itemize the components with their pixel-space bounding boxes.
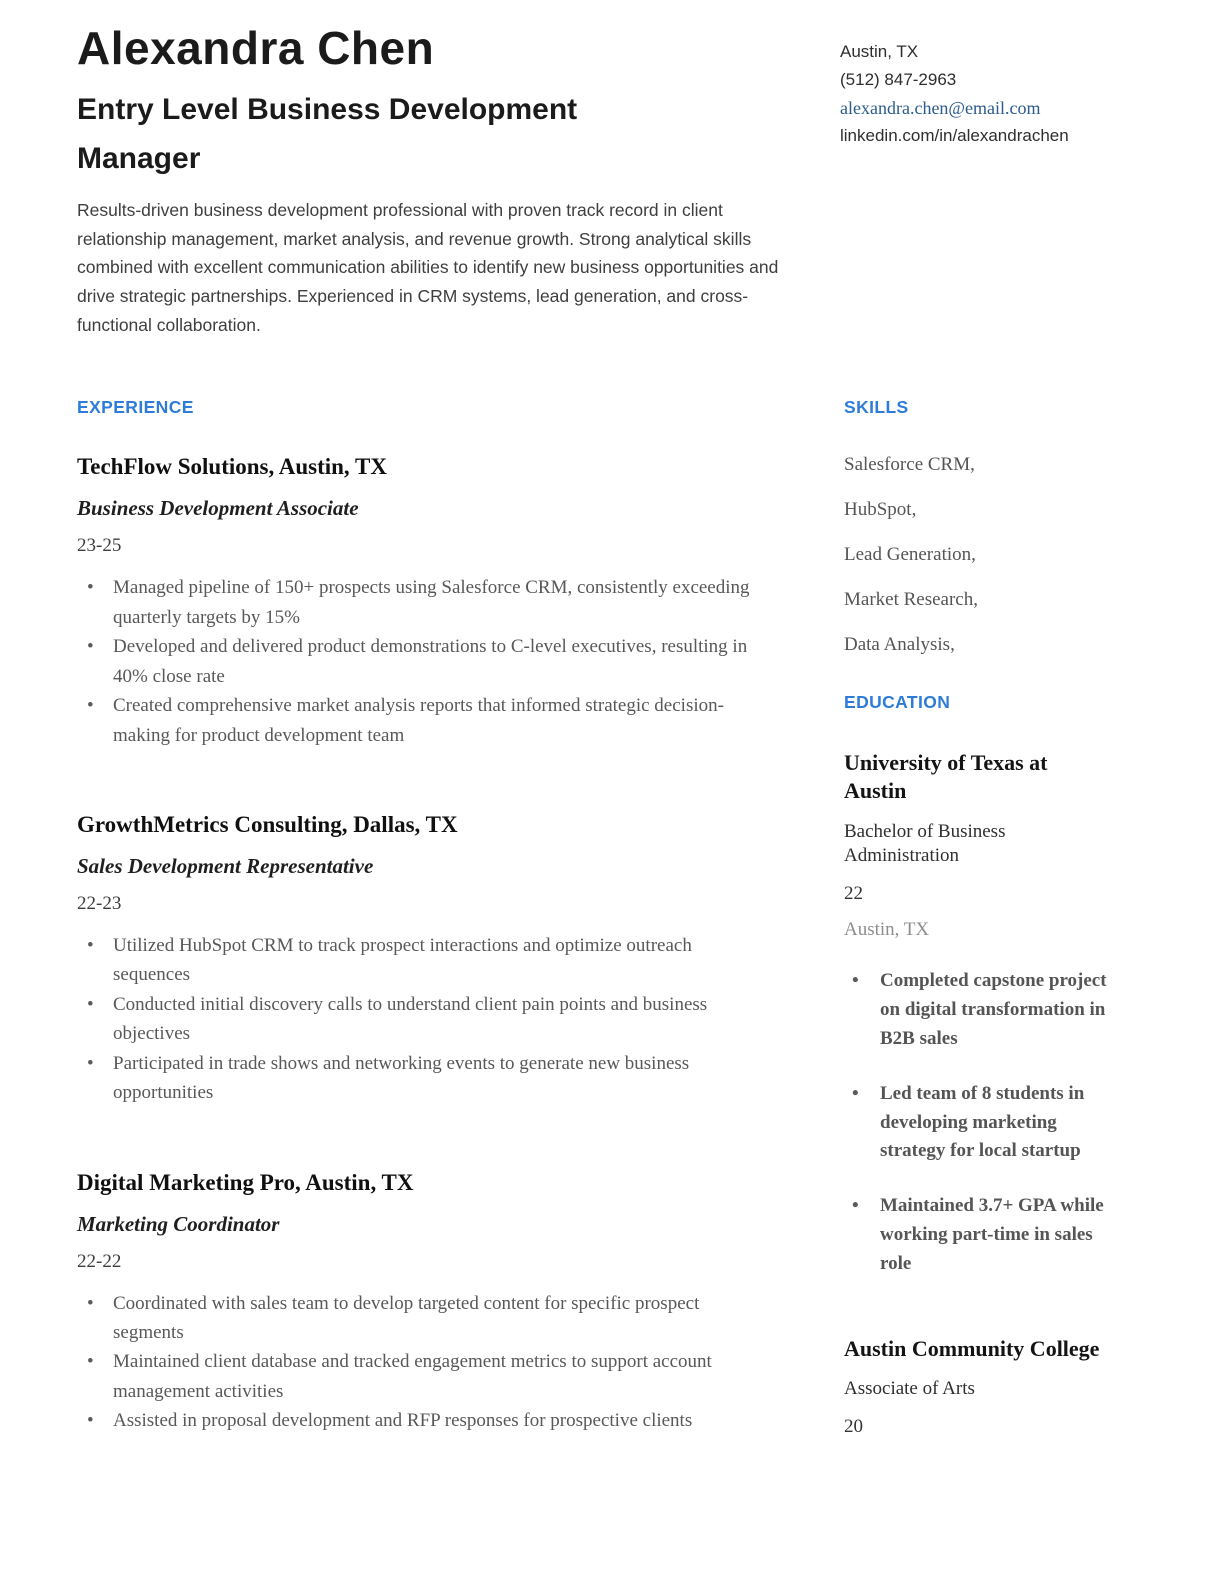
contact-linkedin: linkedin.com/in/alexandrachen <box>840 126 1069 145</box>
job-bullet-text: Managed pipeline of 150+ prospects using Salesforce CRM, consistently exceeding quarterly targets by 15% <box>113 577 750 628</box>
job-title: Sales Development Representative <box>77 853 374 878</box>
summary-text: Results-driven business development professional with proven track record in client relationship management, market analysis, and revenue growth. Strong analytical skills combined with excellent communication abilities to identify new business opportunities and drive strategic partnerships. Experienced in CRM systems, lead generation, and cross-functional collaboration. <box>77 199 779 335</box>
contact-phone: (512) 847-2963 <box>840 70 957 89</box>
skills-heading: SKILLS <box>844 397 909 418</box>
job-bullet-text: Assisted in proposal development and RFP responses for prospective clients <box>113 1410 693 1432</box>
bullet-dot-icon: • <box>852 970 859 992</box>
education-bullet <box>852 1192 1148 1279</box>
contact-block <box>840 22 1148 150</box>
job-dates: 22-23 <box>77 892 122 914</box>
school-degree: Bachelor of Business Administration <box>844 820 1006 867</box>
job-bullet <box>87 1289 800 1348</box>
job-bullet <box>87 931 800 990</box>
person-job-title: Entry Level Business Development Manager <box>77 92 578 176</box>
header-left <box>77 22 800 339</box>
job-title: Business Development Associate <box>77 496 359 521</box>
bullet-dot-icon: • <box>87 1292 94 1314</box>
bullet-dot-icon: • <box>87 695 94 717</box>
school-year: 20 <box>844 1415 863 1437</box>
education-heading: EDUCATION <box>844 692 951 713</box>
job-entry-digitalmarketingpro <box>77 1170 800 1436</box>
education-section <box>844 692 1148 1437</box>
skills-section <box>844 397 1148 656</box>
bullet-dot-icon: • <box>87 993 94 1015</box>
bullet-dot-icon: • <box>87 577 94 599</box>
resume-header <box>77 22 1148 339</box>
job-bullet <box>87 691 800 750</box>
job-company: GrowthMetrics Consulting, Dallas, TX <box>77 811 458 837</box>
job-bullet-list <box>77 1289 800 1436</box>
education-bullet <box>852 1080 1148 1167</box>
job-dates: 23-25 <box>77 535 122 557</box>
job-entry-techflow <box>77 454 800 750</box>
job-bullet-text: Created comprehensive market analysis reports that informed strategic decision-making for product development team <box>113 695 724 746</box>
education-bullet <box>852 967 1148 1054</box>
experience-section <box>77 397 800 1451</box>
school-year: 22 <box>844 883 863 905</box>
skill-item: Market Research, <box>844 589 978 611</box>
experience-heading: EXPERIENCE <box>77 397 194 418</box>
bullet-dot-icon: • <box>852 1082 859 1104</box>
education-bullet-text: Completed capstone project on digital transformation in B2B sales <box>880 970 1107 1049</box>
job-dates: 22-22 <box>77 1250 122 1272</box>
bullet-dot-icon: • <box>87 1052 94 1074</box>
school-entry-ut-austin <box>844 749 1148 1279</box>
education-bullet-list <box>844 967 1148 1279</box>
contact-email-link[interactable]: alexandra.chen@email.com <box>840 98 1041 118</box>
bullet-dot-icon: • <box>852 1195 859 1217</box>
job-bullet <box>87 573 800 632</box>
skill-item: Data Analysis, <box>844 634 955 656</box>
sidebar-column <box>844 397 1148 1451</box>
school-entry-austin-cc <box>844 1335 1148 1438</box>
school-degree: Associate of Arts <box>844 1378 975 1400</box>
education-bullet-text: Led team of 8 students in developing marketing strategy for local startup <box>880 1082 1085 1162</box>
job-bullet <box>87 990 800 1049</box>
skill-item: HubSpot, <box>844 499 917 521</box>
bullet-dot-icon: • <box>87 1410 94 1432</box>
school-name: University of Texas at Austin <box>844 750 1048 804</box>
school-location: Austin, TX <box>844 919 930 941</box>
job-bullet-text: Participated in trade shows and networking events to generate new business opportunities <box>113 1052 690 1104</box>
job-bullet-text: Coordinated with sales team to develop targeted content for specific prospect segments <box>113 1292 700 1344</box>
job-bullet <box>87 1049 800 1108</box>
skill-item: Salesforce CRM, <box>844 454 975 476</box>
job-bullet <box>87 632 800 691</box>
job-bullet-text: Conducted initial discovery calls to understand client pain points and business objectives <box>113 993 708 1045</box>
job-bullet-text: Developed and delivered product demonstrations to C-level executives, resulting in 40% close rate <box>113 636 748 687</box>
education-bullet-text: Maintained 3.7+ GPA while working part-time in sales role <box>880 1195 1104 1275</box>
bullet-dot-icon: • <box>87 636 94 658</box>
bullet-dot-icon: • <box>87 934 94 956</box>
person-name: Alexandra Chen <box>77 22 435 74</box>
job-company: Digital Marketing Pro, Austin, TX <box>77 1169 414 1195</box>
job-bullet-list <box>77 573 800 750</box>
job-bullet-text: Utilized HubSpot CRM to track prospect interactions and optimize outreach sequences <box>113 934 692 986</box>
job-entry-growthmetrics <box>77 812 800 1108</box>
bullet-dot-icon: • <box>87 1351 94 1373</box>
content-columns <box>77 397 1148 1451</box>
job-company: TechFlow Solutions, Austin, TX <box>77 454 387 480</box>
job-bullet-list <box>77 931 800 1108</box>
skill-item: Lead Generation, <box>844 544 976 566</box>
job-bullet-text: Maintained client database and tracked engagement metrics to support account management activities <box>113 1351 712 1402</box>
job-bullet <box>87 1406 800 1435</box>
job-bullet <box>87 1347 800 1406</box>
school-name: Austin Community College <box>844 1335 1100 1361</box>
skills-list <box>844 454 1148 656</box>
job-title: Marketing Coordinator <box>77 1211 280 1236</box>
contact-location: Austin, TX <box>840 42 919 61</box>
